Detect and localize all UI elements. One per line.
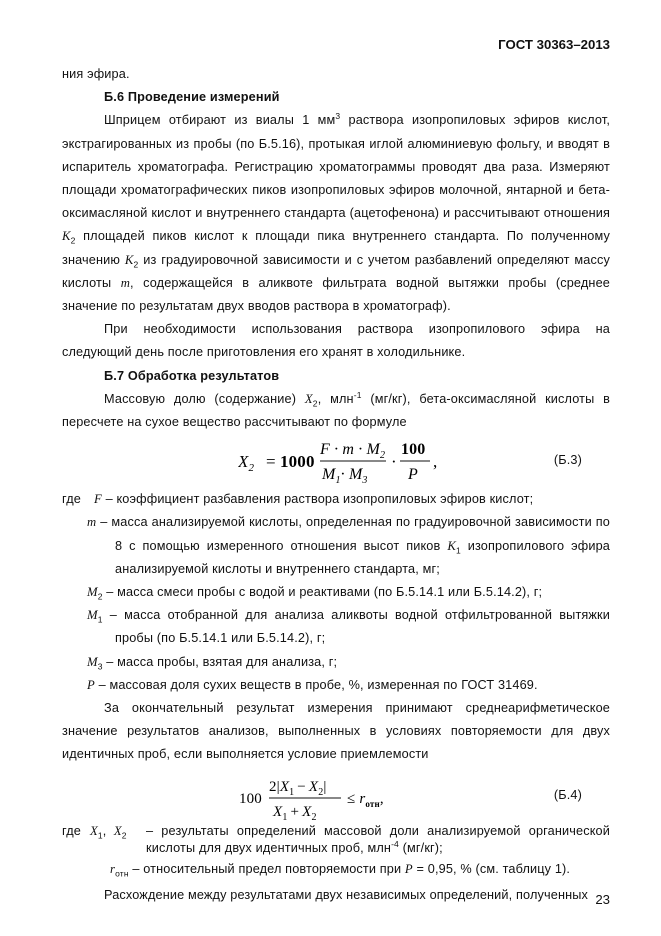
formula-b4-coefficient: 100: [239, 790, 262, 807]
definition-m3: $M_3$ – масса пробы, взятая для анализа, г;: [87, 654, 338, 672]
formula-b3-numerator: $F \cdot m \cdot M_2$: [320, 441, 386, 462]
formula-b4-numerator: $2|X_1 - X_2|$: [269, 778, 327, 798]
definition-m1: $M_1$ – масса отобранной для анализа аликвоты водной отфильтрованной вытяжки пробы (по Б.5.14.1 или Б.5.14.2), г;: [87, 608, 610, 646]
definition-m: m – масса анализируемой кислоты, определенная по градуировочной зависимости по 8 с помощью измеренного отношения высот пиков $K_1$ изопропилового эфира анализируемой кислоты и внутреннего стандарта, мг;: [87, 515, 611, 576]
definition-f: где F – коэффициент разбавления раствора изопропиловых эфиров кислот;: [62, 492, 534, 507]
paragraph-continuation: ния эфира.: [62, 67, 130, 81]
page-content: [62, 63, 610, 907]
formula-b3-number: (Б.3): [553, 453, 582, 468]
definition-r-otn: $r_{отн}$ – относительный предел повторяемости при P = 0,95, % (см. таблицу 1).: [110, 861, 571, 879]
formula-b4-condition: ≤ $r_{отн}$,: [347, 790, 384, 809]
formula-b3-dot: ·: [391, 452, 397, 472]
paragraph-b6-storage: При необходимости использования раствора изопропилового эфира на следующий день после приготовления его хранят в холодильнике.: [62, 322, 610, 360]
formula-b4-number: (Б.4): [553, 787, 582, 802]
formula-b4-denominator: $X_1 + X_2$: [273, 803, 317, 823]
formula-b4-expression: [239, 772, 479, 826]
document-number-header: ГОСТ 30363–2013: [498, 37, 610, 52]
formula-b4: [62, 767, 610, 825]
formula-b3-coefficient: 1000: [280, 452, 315, 472]
formula-b3-comma: ,: [433, 452, 438, 472]
paragraph-b7-intro: Массовую долю (содержание) $X_2$, млн$^{-1}$ (мг/кг), бета-оксимасляной кислоты в пересчете на сухое вещество рассчитывают по формуле: [62, 389, 611, 430]
paragraph-last: Расхождение между результатами двух независимых определений, полученных: [104, 887, 589, 902]
section-heading-b7: Б.7 Обработка результатов: [104, 368, 280, 383]
formula-b3: [62, 434, 610, 488]
formula-b3-hundred: 100: [401, 441, 426, 459]
definitions-b3: [62, 488, 610, 697]
formula-b3-p: P: [408, 466, 418, 484]
definitions-b4: [62, 823, 610, 878]
formula-b3-denominator: $M_1\cdot M_3$: [322, 466, 368, 487]
formula-b3-equals: =: [266, 452, 276, 472]
definition-m2: $M_2$ – масса смеси пробы с водой и реактивами (по Б.5.14.1 или Б.5.14.2), г;: [87, 585, 543, 602]
definition-p: P – массовая доля сухих веществ в пробе, %, измеренная по ГОСТ 31469.: [87, 677, 538, 692]
paragraph-final-result: За окончательный результат измерения принимают среднеарифметическое значение результатов анализов, выполненных в условиях повторяемости для двух идентичных проб, если выполняется условие приемлемости: [62, 701, 610, 762]
formula-b3-expression: [238, 438, 478, 488]
section-heading-b6: Б.6 Проведение измерений: [104, 90, 280, 105]
paragraph-b6-measurement: Шприцем отбирают из виалы 1 $мм^3$ раствора изопропиловых эфиров кислот, экстрагированных из пробы (по Б.5.16), протыкая иглой алюминиевую фольгу, и вводят в испаритель хроматографа. Регистрацию хроматограммы проводят два раза. Измеряют площади хроматографических пиков изопропиловых эфиров молочной, янтарной и бета-оксимасляной кислот и внутреннего стандарта (ацетофенона) и рассчитывают отношения $K_2$ площадей пиков кислот к площади пика внутреннего стандарта. По полученному значению $K_2$ из градуировочной зависимости и с учетом разбавлений определяют массу кислоты m, содержащейся в аликвоте фильтрата водной вытяжки пробы (среднее значение по результатам двух вводов раствора в хроматограф).: [62, 111, 610, 314]
formula-b3-lhs: $X_2$: [238, 452, 255, 475]
page-number: 23: [595, 892, 610, 907]
definition-x1-x2: где $X_1$, $X_2$ – результаты определений массовой доли анализируемой органической кислоты для двух идентичных проб, млн$^{-4}$ (мг/кг);: [62, 823, 610, 855]
